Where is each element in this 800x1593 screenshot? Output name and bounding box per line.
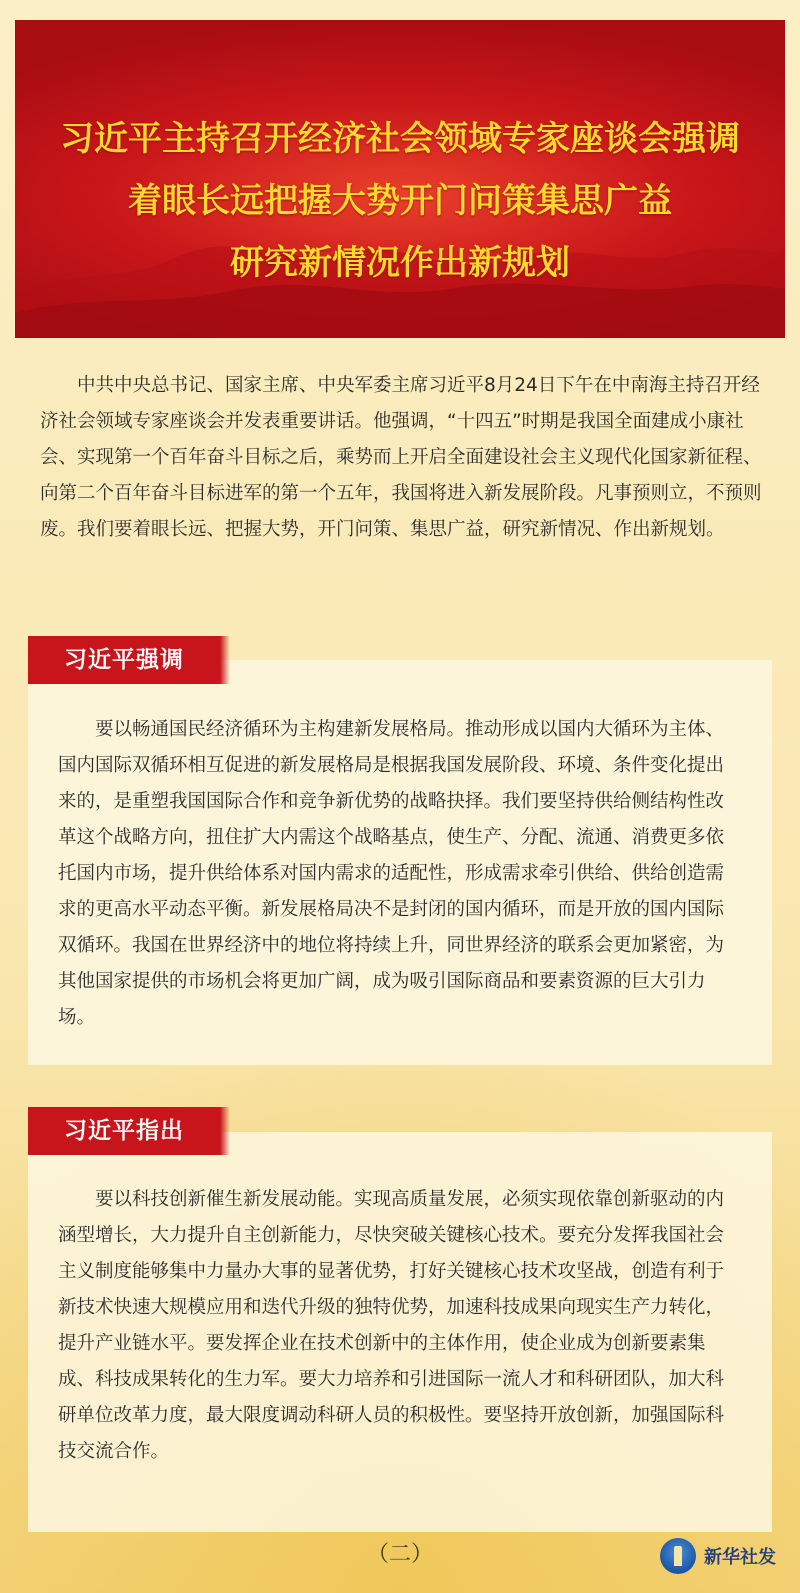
page-number: （二）	[366, 1542, 433, 1567]
section-label-pointed-out: 习近平指出	[28, 1107, 220, 1155]
page-title	[15, 108, 785, 294]
xinhua-logo-icon	[660, 1538, 696, 1574]
intro-paragraph: 中共中央总书记、国家主席、中央军委主席习近平8月24日下午在中南海主持召开经济社会领域专家座谈会并发表重要讲话。他强调，“十四五”时期是我国全面建成小康社会、实现第一个百年奋斗目标之后，乘势而上开启全面建设社会主义现代化国家新征程、向第二个百年奋斗目标进军的第一个五年，我国将进入新发展阶段。凡事预则立，不预则废。我们要着眼长远、把握大势，开门问策、集思广益，研究新情况、作出新规划。	[40, 375, 762, 540]
section-label-emphasis: 习近平强调	[28, 636, 220, 684]
publisher-logo	[660, 1536, 776, 1576]
section-text-emphasis: 要以畅通国民经济循环为主构建新发展格局。推动形成以国内大循环为主体、国内国际双循环相互促进的新发展格局是根据我国发展阶段、环境、条件变化提出来的，是重塑我国国际合作和竞争新优势的战略抉择。我们要坚持供给侧结构性改革这个战略方向，扭住扩大内需这个战略基点，使生产、分配、流通、消费更多依托国内市场，提升供给体系对国内需求的适配性，形成需求牵引供给、供给创造需求的更高水平动态平衡。新发展格局决不是封闭的国内循环，而是开放的国内国际双循环。我国在世界经济中的地位将持续上升，同世界经济的联系会更加紧密，为其他国家提供的市场机会将更加广阔，成为吸引国际商品和要素资源的巨大引力场。	[58, 719, 725, 1028]
title-line-1: 习近平主持召开经济社会领域专家座谈会强调	[60, 119, 740, 159]
header-banner	[15, 20, 785, 338]
publisher-name: 新华社发	[704, 1547, 776, 1568]
title-line-2: 着眼长远把握大势开门问策集思广益	[128, 181, 672, 221]
section-text-pointed-out: 要以科技创新催生新发展动能。实现高质量发展，必须实现依靠创新驱动的内涵型增长，大力提升自主创新能力，尽快突破关键核心技术。要充分发挥我国社会主义制度能够集中力量办大事的显著优势，打好关键核心技术攻坚战，创造有利于新技术快速大规模应用和迭代升级的独特优势，加速科技成果向现实生产力转化，提升产业链水平。要发挥企业在技术创新中的主体作用，使企业成为创新要素集成、科技成果转化的生力军。要大力培养和引进国际一流人才和科研团队，加大科研单位改革力度，最大限度调动科研人员的积极性。要坚持开放创新，加强国际科技交流合作。	[58, 1189, 725, 1462]
title-line-3: 研究新情况作出新规划	[230, 243, 570, 283]
